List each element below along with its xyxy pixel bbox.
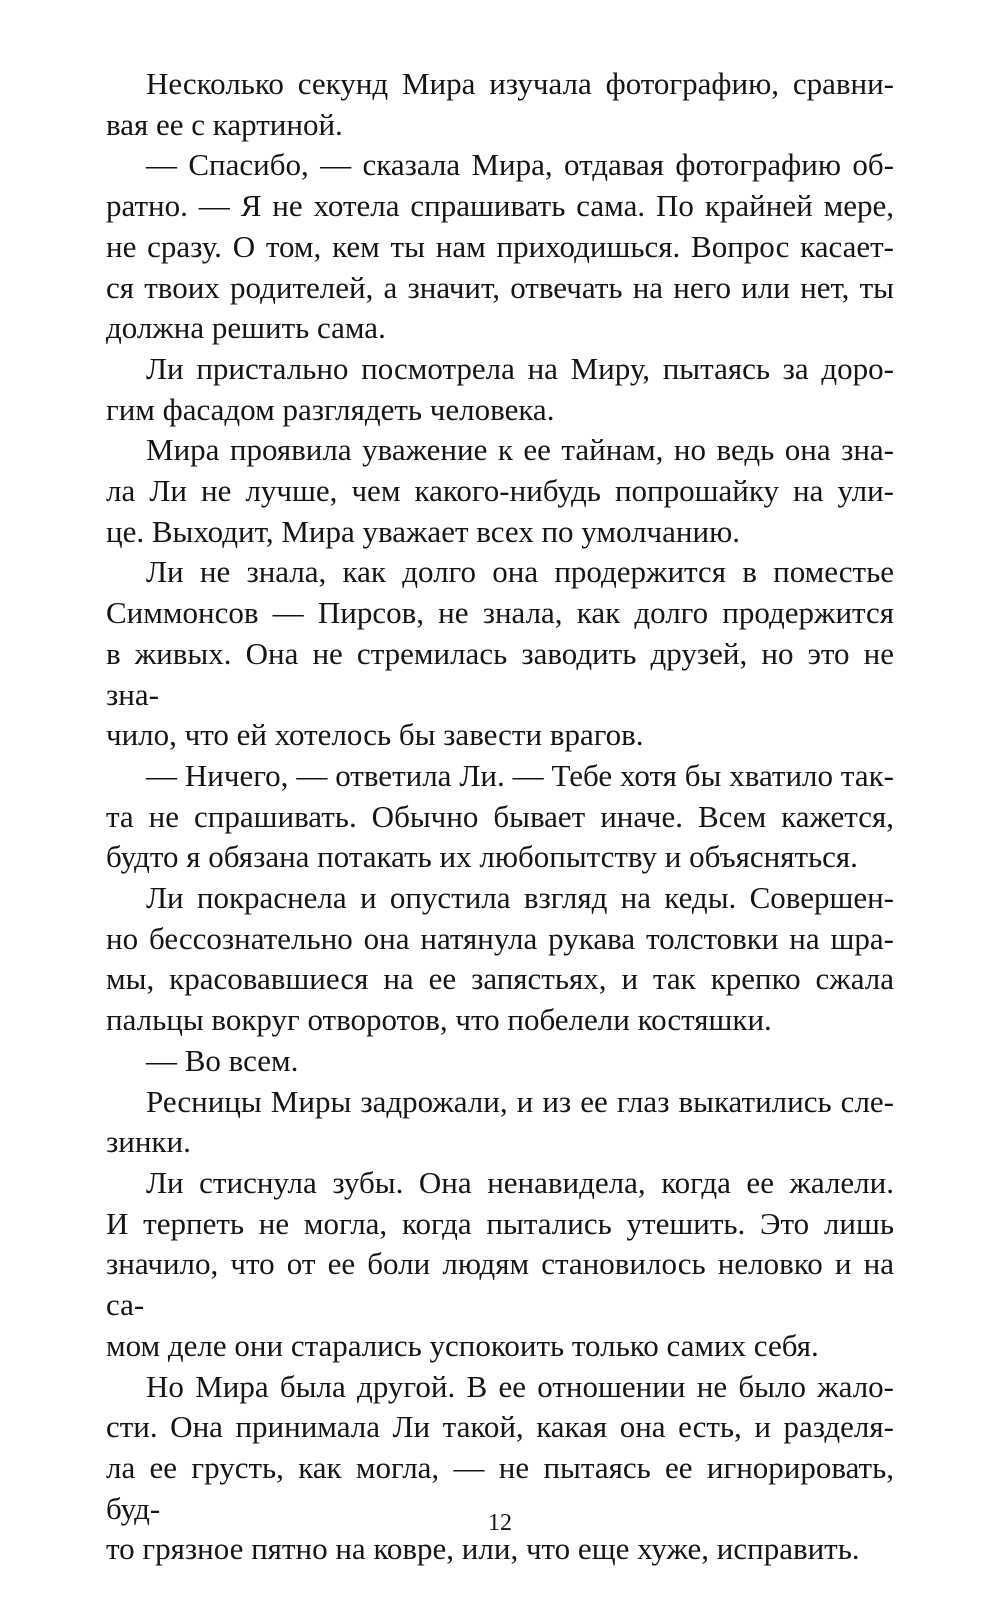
text-line: — Ничего, — ответила Ли. — Тебе хотя бы хватило так- (146, 757, 894, 793)
text-line: пальцы вокруг отворотов, что побелели костяшки. (106, 1002, 772, 1038)
text-line: мом деле они старались успокоить только самих себя. (106, 1327, 819, 1363)
text-line: — Во всем. (146, 1042, 299, 1078)
page-number: 12 (488, 1510, 512, 1536)
text-line: мы, красовавшиеся на ее запястьях, и так крепко сжала (106, 961, 894, 997)
text-line: должна решить сама. (106, 310, 386, 346)
text-line: Ли стиснула зубы. Она ненавидела, когда ее жалели. (146, 1164, 894, 1200)
text-line: ла ее грусть, как могла, — не пытаясь ее игнорировать, буд- (106, 1449, 894, 1526)
text-line: Ли пристально посмотрела на Миру, пытаясь за доро- (146, 350, 894, 386)
paragraph (106, 1041, 894, 1082)
text-line: ся твоих родителей, а значит, отвечать на него или нет, ты (106, 269, 894, 305)
paragraph (106, 430, 894, 552)
text-line: но бессознательно она натянула рукава толстовки на шра- (106, 920, 894, 956)
paragraph (106, 64, 894, 145)
text-line: вая ее с картиной. (106, 106, 343, 142)
text-line: Мира проявила уважение к ее тайнам, но ведь она зна- (146, 432, 894, 468)
paragraph (106, 756, 894, 878)
text-line: — Спасибо, — сказала Мира, отдавая фотографию об- (146, 147, 894, 183)
text-line: значило, что от ее боли людям становилось неловко и на са- (106, 1246, 894, 1323)
body-text (106, 64, 894, 1570)
paragraph (106, 145, 894, 349)
paragraph (106, 349, 894, 430)
text-line: гим фасадом разглядеть человека. (106, 391, 555, 427)
text-line: ла Ли не лучше, чем какого-нибудь попрошайку на ули- (106, 473, 894, 509)
paragraph (106, 878, 894, 1041)
text-line: це. Выходит, Мира уважает всех по умолчанию. (106, 513, 740, 549)
text-line: зинки. (106, 1124, 191, 1160)
text-line: Несколько секунд Мира изучала фотографию, сравни- (146, 66, 894, 101)
paragraph (106, 1367, 894, 1571)
text-line: Симмонсов — Пирсов, не знала, как долго продержится (106, 595, 894, 631)
text-line: не сразу. О том, кем ты нам приходишься. Вопрос касает- (106, 228, 894, 264)
text-line: И терпеть не могла, когда пытались утешить. Это лишь (106, 1205, 894, 1241)
text-line: сти. Она принимала Ли такой, какая она есть, и разделя- (106, 1409, 894, 1445)
text-line: та не спрашивать. Обычно бывает иначе. Всем кажется, (106, 798, 894, 834)
text-line: Но Мира была другой. В ее отношении не было жало- (146, 1368, 894, 1404)
text-line: то грязное пятно на ковре, или, что еще хуже, исправить. (106, 1531, 860, 1567)
text-line: чило, что ей хотелось бы завести врагов. (106, 717, 644, 753)
text-line: Ли не знала, как долго она продержится в поместье (146, 554, 894, 590)
text-line: ратно. — Я не хотела спрашивать сама. По крайней мере, (106, 188, 894, 224)
text-line: Ли покраснела и опустила взгляд на кеды. Совершен- (146, 880, 894, 916)
text-line: в живых. Она не стремилась заводить друзей, но это не зна- (106, 635, 894, 712)
text-line: будто я обязана потакать их любопытству и объясняться. (106, 839, 858, 875)
paragraph (106, 552, 894, 756)
paragraph (106, 1082, 894, 1163)
text-line: Ресницы Миры задрожали, и из ее глаз выкатились сле- (146, 1083, 894, 1119)
paragraph (106, 1163, 894, 1367)
